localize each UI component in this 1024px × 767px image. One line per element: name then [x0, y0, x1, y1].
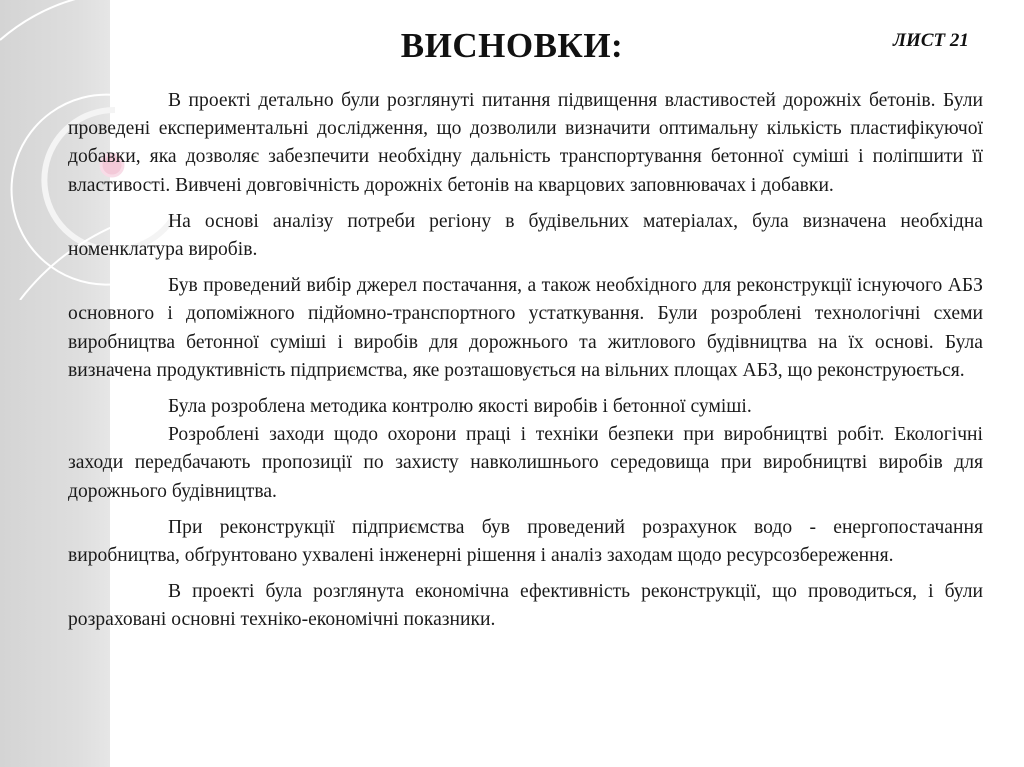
- paragraph-supply: Був проведений вибір джерел постачання, а також необхідного для реконструкції існуючого АБЗ основного і допоміжного підйомно-транспортного устаткування. Були розроблені технологічні схеми виробництва бетонної суміші і виробів для дорожнього та житлового будівництва на їх основі. Була визначена продуктивність підприємства, яке розташовується на вільних площах АБЗ, що реконструюється.: [68, 275, 983, 381]
- sheet-number-label: ЛИСТ 21: [893, 30, 969, 51]
- slide-title: ВИСНОВКИ:: [400, 26, 624, 65]
- conclusions-body: [68, 87, 983, 643]
- paragraph-nomenclature: На основі аналізу потреби регіону в будівельних матеріалах, була визначена необхідна номенклатура виробів.: [68, 210, 983, 261]
- paragraph-research: В проекті детально були розглянуті питання підвищення властивостей дорожніх бетонів. Були проведені експериментальні дослідження, що дозволили визначити оптимальну кількість пластифікуючої добавки, яка дозволяє забезпечити необхідну дальність транспортування бетонної суміші і поліпшити її властивості. Вивчені довговічність дорожніх бетонів на кварцових заповнювачах і добавки.: [68, 90, 983, 196]
- paragraph-energy: При реконструкції підприємства був проведений розрахунок водо - енергопостачання виробництва, обґрунтовано ухвалені інженерні рішення і аналіз заходам щодо ресурсозбереження.: [68, 516, 983, 567]
- paragraph-safety-ecology: Розроблені заходи щодо охорони праці і техніки безпеки при виробництві робіт. Екологічні заходи передбачають пропозиції по захисту навколишнього середовища при виробництві виробів для дорожнього будівництва.: [68, 424, 983, 502]
- paragraph-quality-safety: [68, 393, 983, 506]
- paragraph-economics: В проекті була розглянута економічна ефективність реконструкції, що проводиться, і були розраховані основні техніко-економічні показники.: [68, 581, 983, 631]
- paragraph-quality-control: Була розроблена методика контролю якості виробів і бетонної суміші.: [168, 396, 752, 418]
